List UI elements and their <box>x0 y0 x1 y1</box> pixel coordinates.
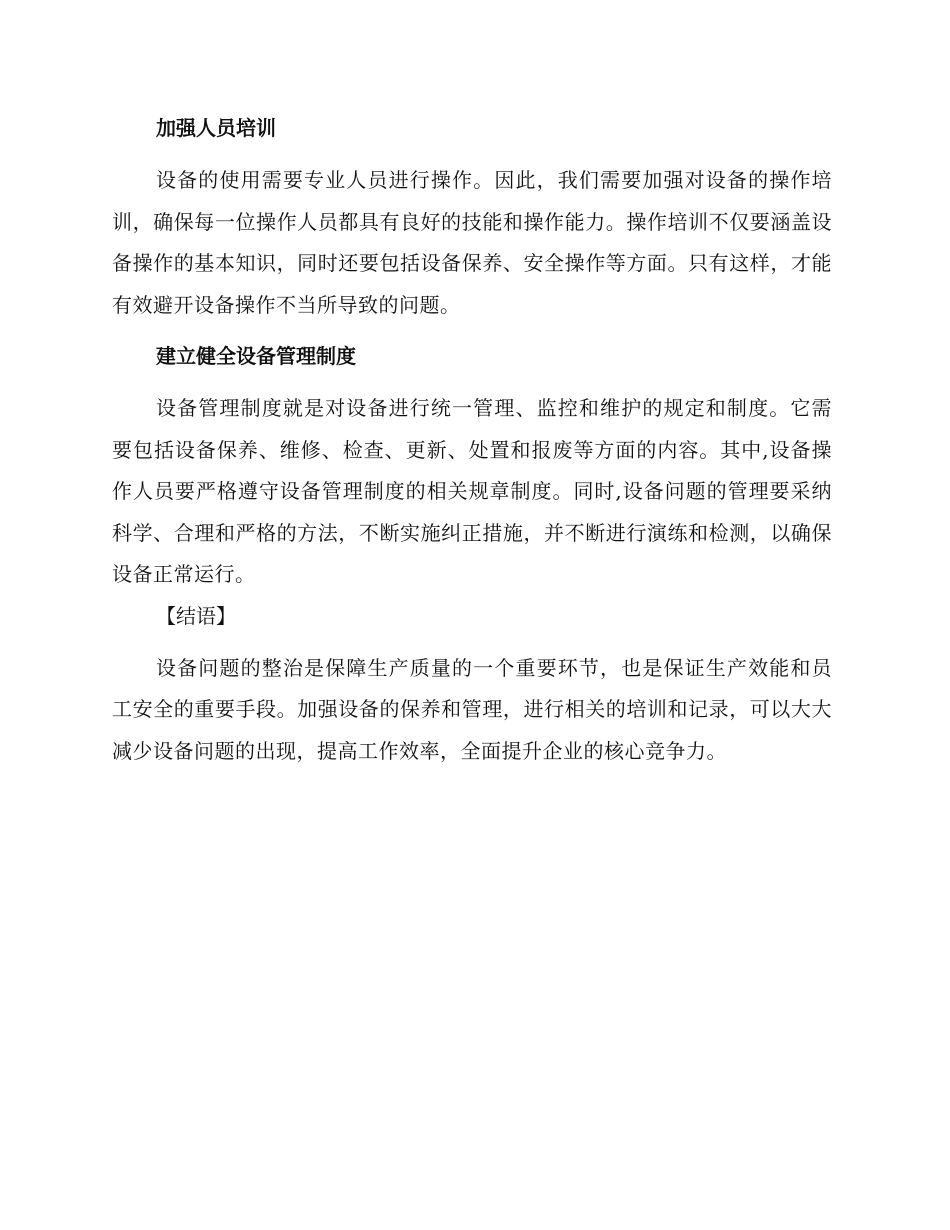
conclusion-paragraph: 设备问题的整治是保障生产质量的一个重要环节，也是保证生产效能和员工安全的重要手段。加强设备的保养和管理，进行相关的培训和记录，可以大大减少设备问题的出现，提高工作效率，全面提升企业的核心竞争力。 <box>112 655 832 763</box>
section-paragraph-training: 设备的使用需要专业人员进行操作。因此，我们需要加强对设备的操作培训，确保每一位操作人员都具有良好的技能和操作能力。操作培训不仅要涵盖设备操作的基本知识，同时还要包括设备保养、安全操作等方面。只有这样，才能有效避开设备操作不当所导致的问题。 <box>112 168 832 317</box>
section-heading-management-system: 建立健全设备管理制度 <box>156 344 356 368</box>
document-body <box>112 108 832 772</box>
section-heading-training: 加强人员培训 <box>156 116 276 140</box>
section-paragraph-management-system: 设备管理制度就是对设备进行统一管理、监控和维护的规定和制度。它需要包括设备保养、维修、检查、更新、处置和报废等方面的内容。其中,设备操作人员要严格遵守设备管理制度的相关规章制度。同时,设备问题的管理要采纳科学、合理和严格的方法，不断实施纠正措施，并不断进行演练和检测，以确保设备正常运行。 <box>112 396 832 586</box>
conclusion-label: 【结语】 <box>156 603 236 628</box>
